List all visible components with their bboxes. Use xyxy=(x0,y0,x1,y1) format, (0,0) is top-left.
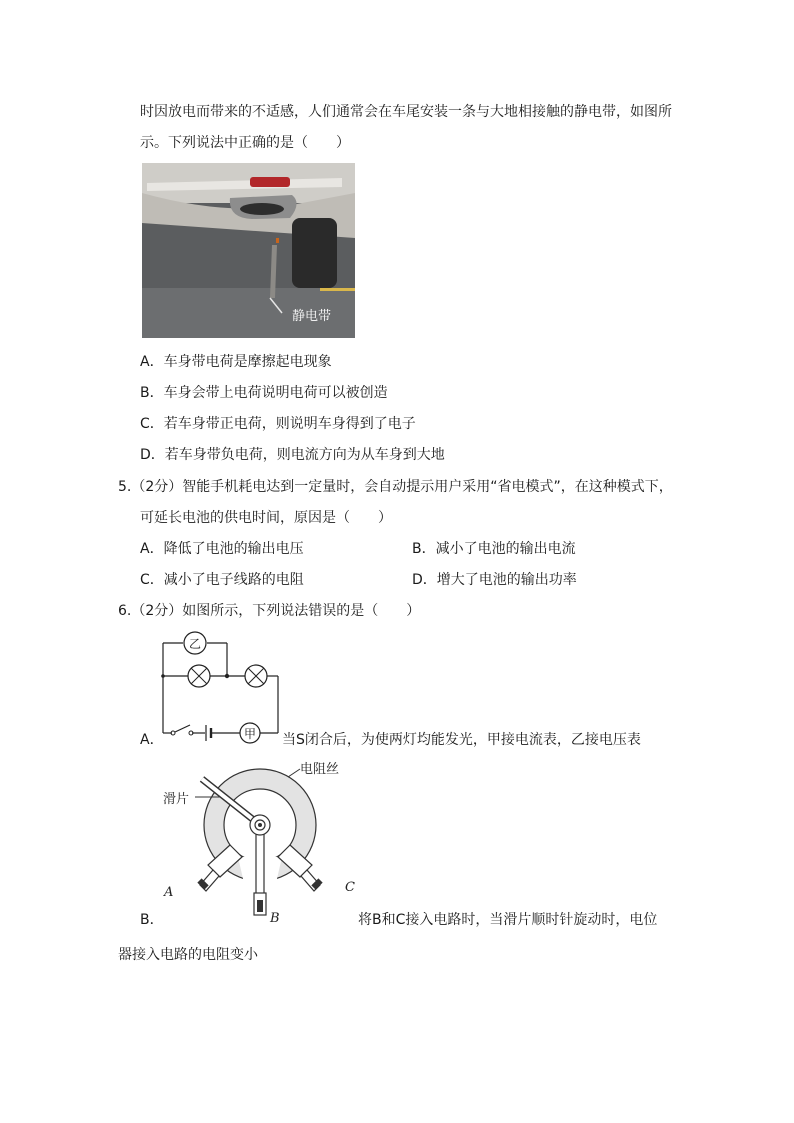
terminal-b-label: B xyxy=(270,911,280,926)
lamp-icon xyxy=(245,665,267,687)
intro-line-2: 示。下列说法中正确的是（ ） xyxy=(140,135,350,151)
meter-top-label: 乙 xyxy=(188,637,202,651)
q4-option-d: D．若车身带负电荷，则电流方向为从车身到大地 xyxy=(140,447,445,463)
q6-option-b-text-line-2: 器接入电路的电阻变小 xyxy=(118,947,258,963)
q6-option-b-prefix: B． xyxy=(140,912,164,928)
q5-option-b: B．减小了电池的输出电流 xyxy=(412,541,576,557)
meter-bottom-label: 甲 xyxy=(243,727,257,741)
photo-label: 静电带 xyxy=(292,309,332,324)
q5-stem-line-2: 可延长电池的供电时间，原因是（ ） xyxy=(140,510,392,526)
terminal-a-label: A xyxy=(164,885,174,900)
q6-option-a-prefix: A． xyxy=(140,732,164,748)
q4-option-a: A．车身带电荷是摩擦起电现象 xyxy=(140,354,332,370)
label-resistance-wire: 电阻丝 xyxy=(300,762,340,777)
intro-line-1: 时因放电而带来的不适感，人们通常会在车尾安装一条与大地相接触的静电带，如图所 xyxy=(140,104,672,120)
q6-option-b-text: 将B和C接入电路时，当滑片顺时针旋动时，电位 xyxy=(358,912,658,928)
terminal-c-label: C xyxy=(345,880,355,895)
q5-option-d: D．增大了电池的输出功率 xyxy=(412,572,577,588)
lamp-icon xyxy=(188,665,210,687)
q4-option-b: B．车身会带上电荷说明电荷可以被创造 xyxy=(140,385,388,401)
car-bumper-photo xyxy=(142,163,355,338)
q4-option-c: C．若车身带正电荷，则说明车身得到了电子 xyxy=(140,416,416,432)
potentiometer-diagram xyxy=(160,757,360,927)
q5-option-a: A．降低了电池的输出电压 xyxy=(140,541,304,557)
label-slider: 滑片 xyxy=(163,792,190,807)
circuit-diagram xyxy=(150,628,290,750)
q5-stem-line-1: 5.（2分）智能手机耗电达到一定量时，会自动提示用户采用“省电模式”，在这种模式下， xyxy=(118,479,673,495)
q5-option-c: C．减小了电子线路的电阻 xyxy=(140,572,304,588)
q6-option-a-text: 当S闭合后，为使两灯均能发光，甲接电流表，乙接电压表 xyxy=(282,732,641,748)
q6-stem: 6.（2分）如图所示，下列说法错误的是（ ） xyxy=(118,603,421,619)
